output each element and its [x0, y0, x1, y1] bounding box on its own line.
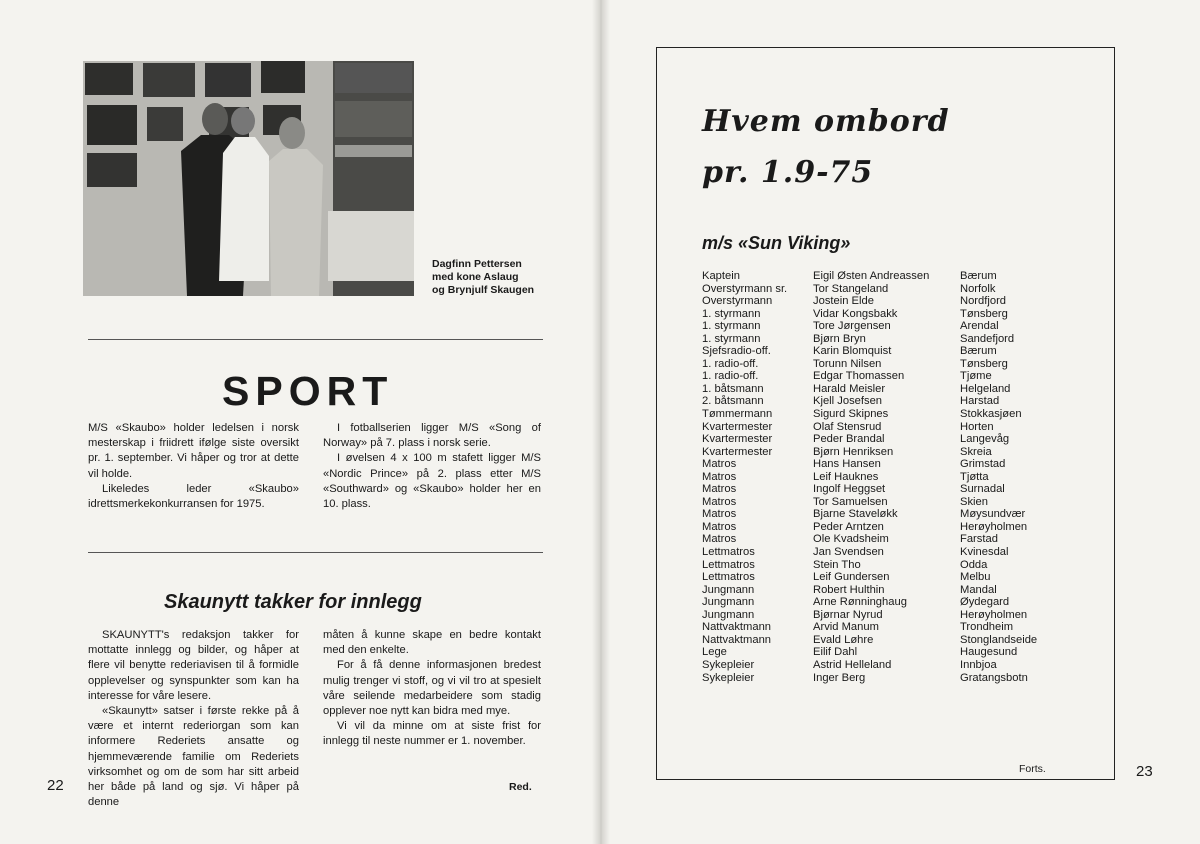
crew-hometown: Tjøtta [960, 470, 989, 483]
paragraph: I øvelsen 4 x 100 m stafett ligger M/S «Nordic Prince» på 2. plass etter M/S «Southward» og «Skaubo» holder her en 10. plass. [323, 452, 541, 511]
crew-rank: 2. båtsmann [702, 395, 764, 408]
crew-hometown: Stonglandseide [960, 633, 1038, 646]
crew-rank: Lettmatros [702, 546, 755, 559]
crew-name: Inger Berg [813, 671, 866, 684]
signature: Red. [509, 781, 532, 793]
crew-hometown: Møysundvær [960, 508, 1026, 521]
crew-hometown: Skien [960, 495, 988, 508]
crew-rank: 1. styrmann [702, 307, 761, 320]
crew-rank: Lettmatros [702, 558, 755, 571]
crew-hometown: Grimstad [960, 458, 1006, 471]
handwritten-heading-line2: pr. 1.9-75 [702, 155, 874, 190]
skaunytt-column-2 [323, 628, 541, 750]
paragraph: SKAUNYTT's redaksjon takker for mottatte innlegg og bilder, og håper at flere vil benytte rederiavisen til å formidle opplevelser og synspunkter som kan ha interesse for våre lesere. [88, 629, 299, 702]
crew-name: Peder Arntzen [813, 520, 884, 533]
crew-hometown: Sandefjord [960, 332, 1015, 345]
crew-hometown: Skreia [960, 445, 992, 458]
crew-name: Leif Gundersen [813, 571, 890, 584]
skaunytt-column-1 [88, 628, 299, 810]
crew-rank: 1. radio-off. [702, 370, 759, 383]
crew-rank: 1. styrmann [702, 332, 761, 345]
crew-hometown: Øydegard [960, 596, 1010, 609]
crew-name: Eilif Dahl [813, 646, 858, 659]
page-number-right: 23 [1136, 763, 1153, 780]
crew-name: Astrid Helleland [813, 658, 892, 671]
crew-name: Robert Hulthin [813, 583, 885, 596]
crew-hometown: Arendal [960, 320, 999, 333]
photo-caption [432, 258, 534, 297]
crew-name: Torunn Nilsen [813, 357, 882, 370]
crew-hometown: Gratangsbotn [960, 671, 1028, 684]
crew-hometown: Norfolk [960, 282, 996, 295]
crew-rank: Matros [702, 508, 737, 521]
crew-rank: Jungmann [702, 596, 755, 609]
crew-rank: Sykepleier [702, 671, 755, 684]
crew-name: Arvid Manum [813, 621, 879, 634]
crew-hometown: Tønsberg [960, 357, 1008, 370]
crew-rank: 1. radio-off. [702, 357, 759, 370]
crew-name: Bjørn Henriksen [813, 445, 894, 458]
crew-hometown: Horten [960, 420, 994, 433]
crew-name: Vidar Kongsbakk [813, 307, 898, 320]
paragraph: For å få denne informasjonen bredest mulig trenger vi stoff, og vi vil tro at spesielt våre seilende medarbeidere som stadig opplever noe nytt kan bidra med mye. [323, 659, 541, 718]
crew-hometown: Tønsberg [960, 307, 1008, 320]
crew-name: Jostein Elde [813, 295, 874, 308]
crew-rank: Matros [702, 483, 737, 496]
crew-hometown: Herøyholmen [960, 608, 1028, 621]
ship-title: m/s «Sun Viking» [702, 233, 851, 253]
section-divider [88, 339, 543, 340]
crew-rank: Nattvaktmann [702, 633, 772, 646]
skaunytt-heading: Skaunytt takker for innlegg [164, 591, 422, 613]
crew-hometown: Trondheim [960, 621, 1014, 634]
crew-rank: Matros [702, 520, 737, 533]
paragraph: «Skaunytt» satser i første rekke på å være et internt rederiorgan som kan informere Rederiets ansatte og hjemmeværende familie om Rederiets virksomhet og om de som har sitt arbeid her både på land og sjø. Vi håper på denne [88, 705, 299, 809]
crew-rank: 1. styrmann [702, 320, 761, 333]
crew-name: Eigil Østen Andreassen [813, 270, 930, 282]
sport-column-2 [323, 421, 541, 512]
crew-rank: Jungmann [702, 583, 755, 596]
crew-name: Olaf Stensrud [813, 420, 882, 433]
crew-hometown: Haugesund [960, 646, 1018, 659]
crew-name: Arne Rønninghaug [813, 596, 907, 609]
paragraph: Vi vil da minne om at siste frist for innlegg til neste nummer er 1. november. [323, 720, 541, 748]
section-divider [88, 552, 543, 553]
crew-rank: Overstyrmann [702, 295, 773, 308]
crew-hometown: Stokkasjøen [960, 408, 1022, 421]
crew-name: Bjørnar Nyrud [813, 608, 883, 621]
crew-hometown: Farstad [960, 533, 998, 546]
crew-name: Edgar Thomassen [813, 370, 905, 383]
crew-hometown: Bærum [960, 345, 997, 358]
people-photo [83, 61, 414, 296]
crew-hometown: Mandal [960, 583, 997, 596]
paragraph: I fotballserien ligger M/S «Song of Norway» på 7. plass i norsk serie. [323, 422, 541, 450]
crew-rank: Jungmann [702, 608, 755, 621]
crew-hometown: Innbjoa [960, 658, 997, 671]
crew-name: Kjell Josefsen [813, 395, 883, 408]
sport-heading: SPORT [222, 368, 394, 414]
book-spine [592, 0, 610, 844]
paragraph: M/S «Skaubo» holder ledelsen i norsk mesterskap i friidrett ifølge siste oversikt pr. 1. september. Vi håper og tror at dette vil holde. [88, 422, 299, 480]
crew-rank: Tømmermann [702, 408, 773, 421]
crew-name: Ole Kvadsheim [813, 533, 889, 546]
crew-name: Hans Hansen [813, 458, 881, 471]
crew-rank: Matros [702, 533, 737, 546]
crew-hometown: Tjøme [960, 370, 992, 383]
crew-rank: Nattvaktmann [702, 621, 772, 634]
paragraph: Likeledes leder «Skaubo» idrettsmerkekonkurransen for 1975. [88, 482, 299, 511]
crew-rank: Sjefsradio-off. [702, 345, 771, 358]
crew-rank: Overstyrmann sr. [702, 282, 788, 295]
crew-name: Bjørn Bryn [813, 332, 866, 345]
crew-name: Jan Svendsen [813, 546, 884, 559]
crew-hometown: Langevåg [960, 433, 1010, 446]
crew-hometown: Surnadal [960, 483, 1005, 496]
crew-rank: Lege [702, 646, 727, 659]
crew-hometown: Melbu [960, 571, 991, 584]
paragraph: måten å kunne skape en bedre kontakt med den enkelte. [323, 629, 541, 657]
crew-name: Tor Samuelsen [813, 495, 888, 508]
crew-rank: Kvartermester [702, 420, 773, 433]
crew-rank: Kvartermester [702, 445, 773, 458]
crew-name: Bjarne Staveløkk [813, 508, 898, 521]
crew-name: Peder Brandal [813, 433, 885, 446]
crew-name: Karin Blomquist [813, 345, 892, 358]
crew-hometown: Odda [960, 558, 988, 571]
crew-rank: Sykepleier [702, 658, 755, 671]
caption-line: og Brynjulf Skaugen [432, 284, 535, 296]
crew-hometown: Harstad [960, 395, 1000, 408]
crew-rank: Matros [702, 458, 737, 471]
sport-column-1 [88, 421, 299, 512]
crew-name: Harald Meisler [813, 382, 886, 395]
crew-rank: Matros [702, 495, 737, 508]
crew-rank: Kvartermester [702, 433, 773, 446]
crew-name: Evald Løhre [813, 633, 874, 646]
crew-hometown: Bærum [960, 270, 997, 282]
crew-name: Leif Hauknes [813, 470, 879, 483]
crew-rank: Matros [702, 470, 737, 483]
crew-hometown: Kvinesdal [960, 546, 1009, 559]
page-number-left: 22 [47, 777, 64, 794]
caption-line: Dagfinn Pettersen [432, 258, 522, 270]
continued-label: Forts. [1019, 763, 1046, 775]
crew-name: Ingolf Heggset [813, 483, 886, 496]
caption-line: med kone Aslaug [432, 271, 519, 283]
crew-rank: Kaptein [702, 270, 740, 282]
crew-rank: Lettmatros [702, 571, 755, 584]
crew-name: Stein Tho [813, 558, 861, 571]
crew-hometown: Helgeland [960, 382, 1011, 395]
crew-name: Tore Jørgensen [813, 320, 891, 333]
handwritten-heading-line1: Hvem ombord [702, 104, 950, 139]
crew-name: Sigurd Skipnes [813, 408, 889, 421]
crew-name: Tor Stangeland [813, 282, 889, 295]
crew-rank: 1. båtsmann [702, 382, 764, 395]
crew-hometown: Nordfjord [960, 295, 1007, 308]
crew-hometown: Herøyholmen [960, 520, 1028, 533]
